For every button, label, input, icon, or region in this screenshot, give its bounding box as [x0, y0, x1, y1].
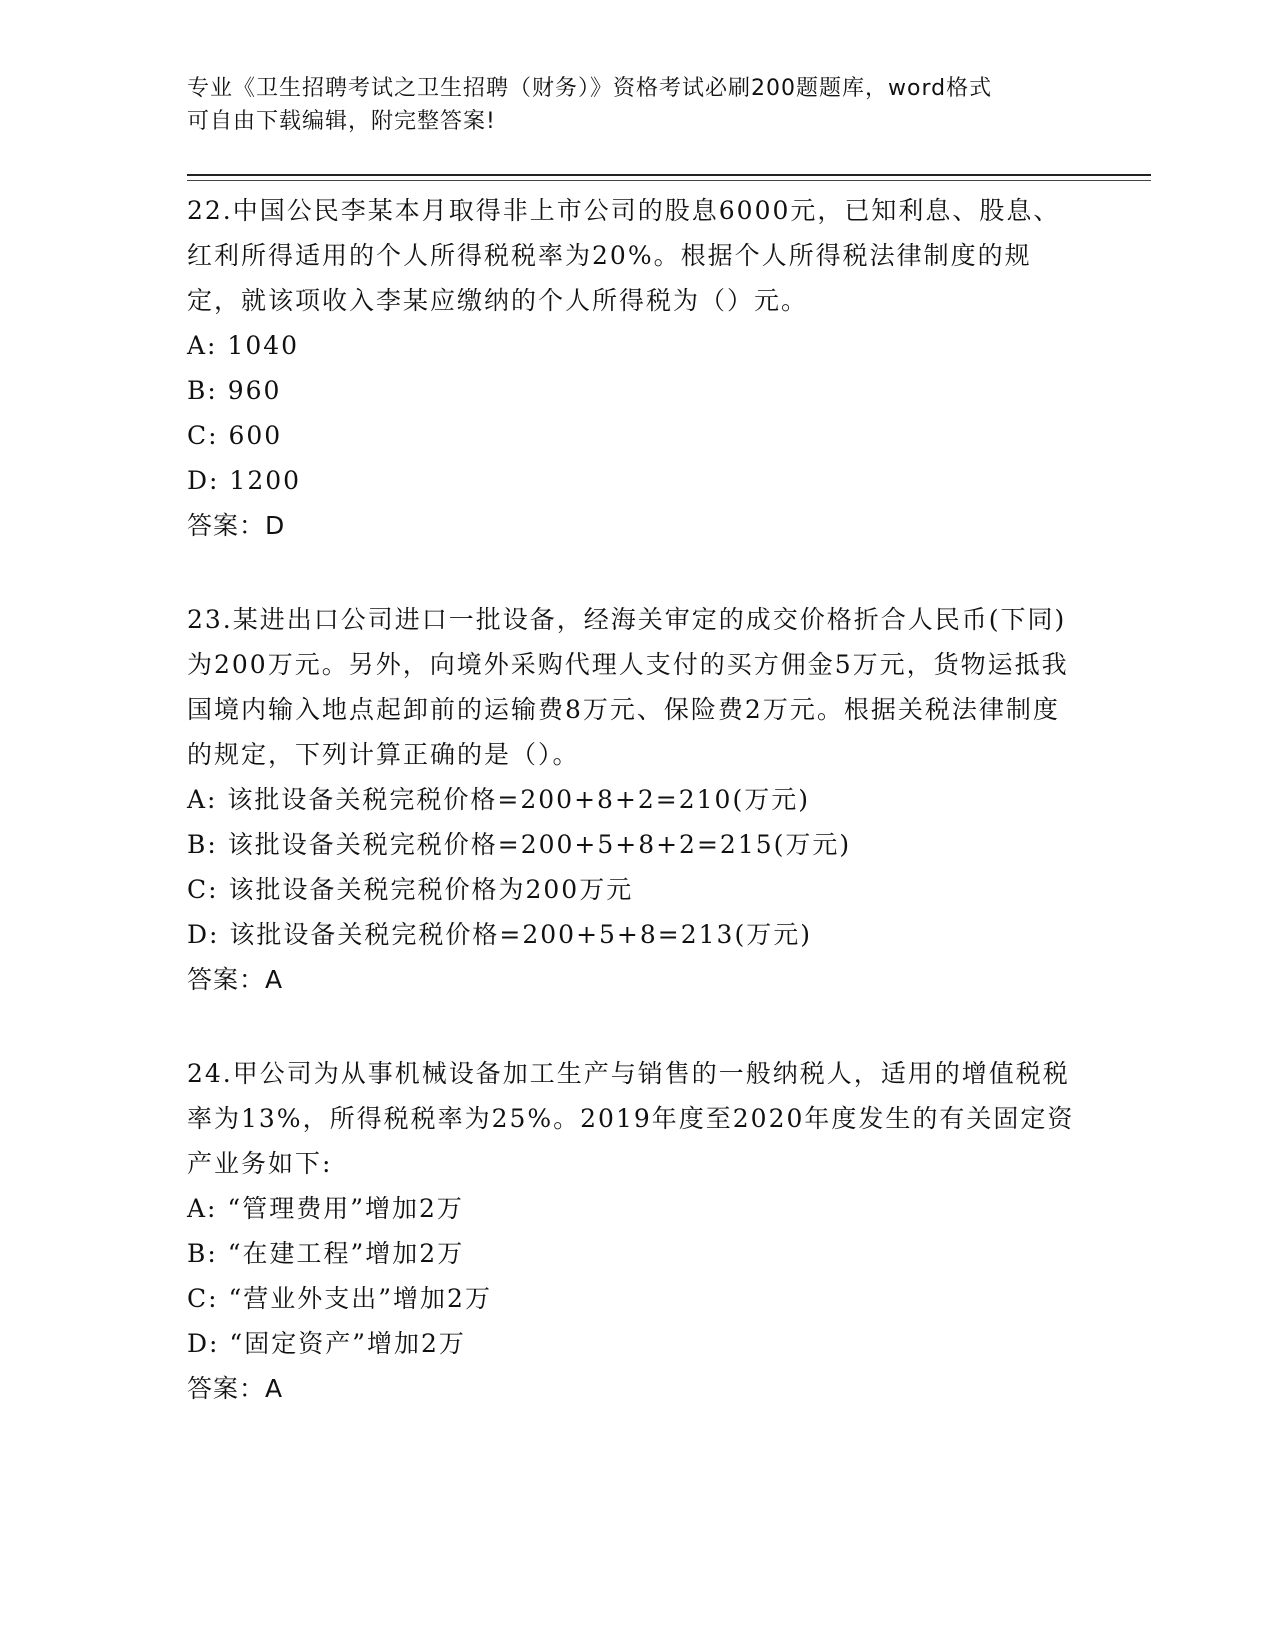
question-22 [187, 188, 1077, 548]
option-b: B: 960 [187, 376, 282, 405]
answer-label: 答案：D [187, 511, 286, 540]
answer-label: 答案：A [187, 965, 284, 994]
question-24 [187, 1051, 1077, 1411]
option-b: B: “在建工程”增加2万 [187, 1239, 465, 1268]
header-title-line-1: 专业《卫生招聘考试之卫生招聘（财务）》资格考试必刷200题题库，word格式 [187, 76, 993, 101]
option-d: D: “固定资产”增加2万 [187, 1329, 466, 1358]
header-divider-thick [187, 174, 1151, 176]
question-23 [187, 597, 1077, 1002]
answer-label: 答案：A [187, 1374, 284, 1403]
question-stem: 24.甲公司为从事机械设备加工生产与销售的一般纳税人，适用的增值税税率为13%，所得税税率为25%。2019年度至2020年度发生的有关固定资产业务如下: [187, 1059, 1075, 1178]
question-stem: 23.某进出口公司进口一批设备，经海关审定的成交价格折合人民币(下同)为200万元。另外，向境外采购代理人支付的买方佣金5万元，货物运抵我国境内输入地点起卸前的运输费8万元、保险费2万元。根据关税法律制度的规定，下列计算正确的是（）。 [187, 605, 1069, 769]
option-a: A: “管理费用”增加2万 [187, 1194, 464, 1223]
document-header [187, 72, 1077, 138]
option-a: A: 该批设备关税完税价格=200+8+2=210(万元) [187, 785, 810, 814]
option-d: D: 1200 [187, 466, 302, 495]
option-b: B: 该批设备关税完税价格=200+5+8+2=215(万元) [187, 830, 852, 859]
header-divider-thin [187, 180, 1151, 181]
option-c: C: 该批设备关税完税价格为200万元 [187, 875, 634, 904]
option-a: A: 1040 [187, 331, 300, 360]
option-d: D: 该批设备关税完税价格=200+5+8=213(万元) [187, 920, 812, 949]
question-stem: 22.中国公民李某本月取得非上市公司的股息6000元，已知利息、股息、红利所得适用的个人所得税税率为20%。根据个人所得税法律制度的规定，就该项收入李某应缴纳的个人所得税为（）元。 [187, 196, 1061, 315]
option-c: C: 600 [187, 421, 283, 450]
header-title-line-2: 可自由下载编辑，附完整答案! [187, 109, 496, 134]
option-c: C: “营业外支出”增加2万 [187, 1284, 492, 1313]
